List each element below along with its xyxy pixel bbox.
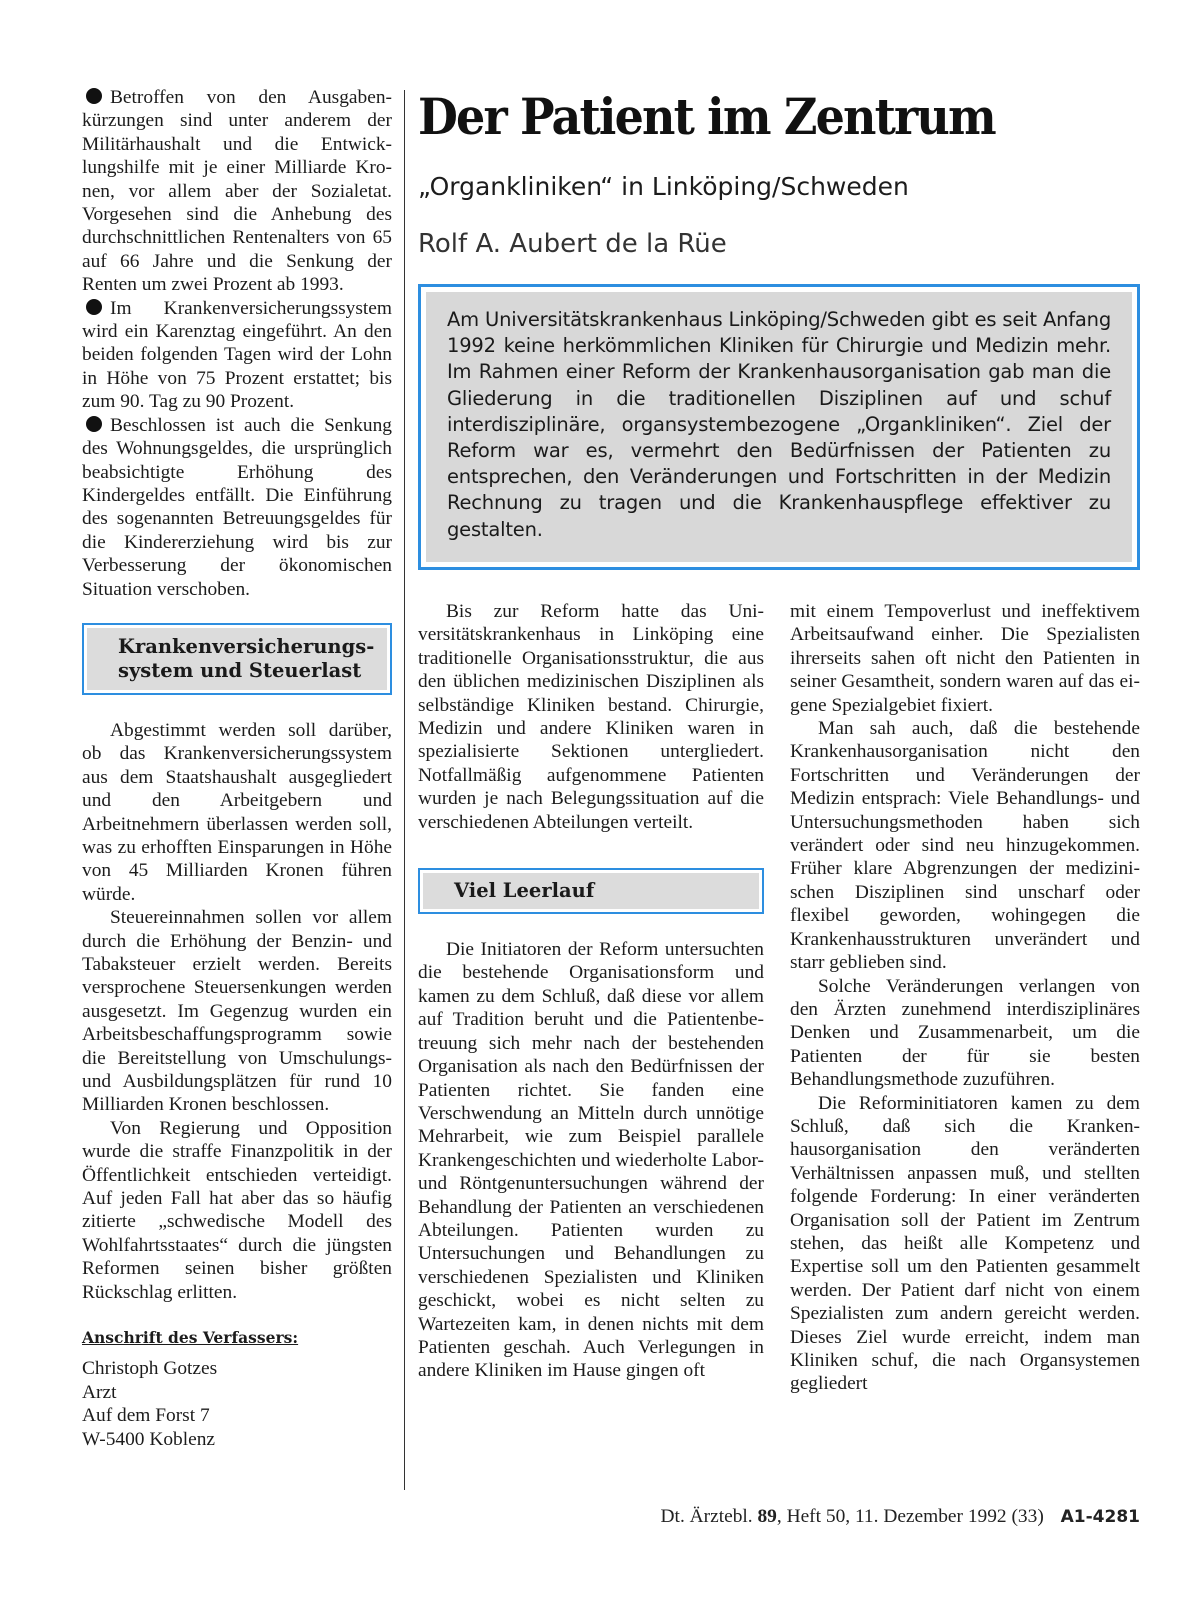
body-paragraph: Solche Veränderungen verlangen von den Ärzten zunehmend interdisziplinäres Denken und Zusammenarbeit, um die Patienten der für sie besten Behandlungsmethode zuzuführen. [790, 975, 1140, 1091]
body-paragraph: Man sah auch, daß die bestehende Krankenhausorganisation nicht den Fortschritten und Veränderungen der Medizin entsprach: Viele Behandlungs- und Untersuchungsmethoden haben sich verändert oder sind neu hinzugekommen. Früher klare Abgrenzungen der medizinischen Disziplinen sind unscharf oder flexibel geworden, wohingegen die Krankenhausstrukturen unverändert und starr geblieben sind. [790, 718, 1140, 974]
bullet-icon [86, 299, 102, 315]
bullet-paragraph-3: Beschlossen ist auch die Senkung des Wohnungsgeldes, die ursprünglich beabsichtigte Erhöhung des Kindergeldes entfällt. Die Einführung des sogenannten Betreuungsgeldes für die Kindererziehung wird bis zur Verbesserung der ökonomischen Situation verschoben. [82, 414, 392, 600]
address-label: Anschrift des Verfassers: [82, 1328, 299, 1348]
address-line: Christoph Gotzes [82, 1358, 218, 1380]
address-line: Auf dem Forst 7 [82, 1405, 210, 1427]
bullet-icon [86, 88, 102, 104]
middle-column [418, 600, 764, 1383]
bullet-icon [86, 416, 102, 432]
abstract-text: Am Universitätskrankenhaus Linköping/Schweden gibt es seit Anfang 1992 keine herkömmlichen Kliniken für Chirurgie und Medizin mehr. Im Rahmen einer Reform der Krankenhausorganisation gab man die Gliederung in die traditionellen Disziplinen auf und schuf interdisziplinäre, organsystembezogene „Organkliniken“. Ziel der Reform war es, vermehrt den Bedürfnissen der Patienten zu entsprechen, den Veränderungen und Fortschritten in der Medizin Rechnung zu tragen und die Krankenhauspflege effektiver zu gestalten. [447, 308, 1111, 541]
subheading-viel-leerlauf: Viel Leerlauf [418, 868, 764, 914]
body-paragraph: mit einem Tempoverlust und ineffektivem Arbeitsaufwand einher. Die Spezialisten ihrerseits sahen oft nicht den Patienten in seiner Gesamtheit, sondern waren auf das eigene Spezialgebiet fixiert. [790, 601, 1140, 716]
article-author: Rolf A. Aubert de la Rüe [418, 229, 727, 259]
body-paragraph: Die Reforminitiatoren kamen zu dem Schluß, daß sich die Krankenhausorganisation den veränderten Verhältnissen anpassen muß, und stellten folgende Forderung: In einer veränderten Organisation soll der Patient im Zentrum stehen, das heißt alle Kompetenz und Expertise soll um den Patienten gesammelt werden. Der Patient darf nicht von einem Spezialisten zum andern gereicht werden. Dieses Ziel wurde erreicht, indem man Kliniken schuf, die nach Organsystemen gegliedert [790, 1092, 1140, 1395]
article-title: Der Patient im Zentrum [418, 87, 995, 146]
body-paragraph: Die Initiatoren der Reform untersuchten die bestehende Organisationsform und kamen zu dem Schluß, daß diese vor allem auf Tradition beruht und die Patientenbetreuung sich mehr nach der bestehenden Organisation als nach den Bedürfnissen der Patienten richtet. Sie fanden eine Verschwendung an Mitteln durch unnötige Mehrarbeit, wie zum Beispiel parallele Krankengeschichten und wiederholte Labor- und Röntgenuntersuchungen während der Behandlung der Patienten an verschiedenen Abteilungen. Patienten wurden zu Untersuchungen und Behandlungen zu verschiedenen Spezialisten und Kliniken geschickt, wobei es nicht selten zu Wartezeiten kam, in denen nichts mit dem Patienten geschah. Auch Verlegungen in andere Kliniken im Hause gingen oft [418, 939, 764, 1382]
journal-name: Dt. Ärztebl. [660, 1506, 753, 1527]
page-footer [661, 1506, 1140, 1528]
body-paragraph: Von Regierung und Opposition wurde die straffe Finanzpolitik in der Öffentlichkeit entschieden verteidigt. Auf jeden Fall hat aber das so häufig zitierte „schwedische Modell des Wohlfahrtsstaates“ durch die jüngsten Reformen seinen bisher größten Rückschlag erlitten. [82, 1117, 392, 1303]
body-paragraph: Bis zur Reform hatte das Universitätskrankenhaus in Linköping eine traditionelle Organisationsstruktur, die aus den üblichen medizinischen Disziplinen als selbständige Kliniken bestand. Chirurgie, Medizin und andere Kliniken waren in spezialisierte Sektionen untergliedert. Notfallmäßig aufgenommene Patienten wurden je nach Belegungssituation auf die verschiedenen Abteilungen verteilt. [418, 601, 764, 833]
body-paragraph: Abgestimmt werden soll darüber, ob das Krankenversicherungssystem aus dem Staatshaushalt ausgegliedert und den Arbeitgebern und Arbeitnehmern überlassen werden soll, was zu erhofften Einsparungen in Höhe von 45 Milliarden Kronen führen würde. [82, 719, 392, 905]
page-number: A1-4281 [1060, 1507, 1140, 1527]
article-subtitle: „Organkliniken“ in Linköping/Schweden [418, 172, 909, 201]
subheading-krankenversicherung: Krankenversicherungssystem und Steuerlast [82, 623, 392, 695]
bullet-paragraph-1: Betroffen von den Ausgabenkürzungen sind unter anderem der Militärhaushalt und die Entwicklungshilfe mit je einer Milliarde Kronen, vor allem aber der Sozialetat. Vorgesehen sind die Anhebung des durchschnittlichen Rentenalters von 65 auf 66 Jahre und die Senkung der Renten um zwei Prozent ab 1993. [82, 87, 392, 296]
bullet-paragraph-2: Im Krankenversicherungssystem wird ein Karenztag eingeführt. An den beiden folgenden Tagen wird der Lohn in Höhe von 75 Prozent erstattet; bis zum 90. Tag zu 90 Prozent. [82, 297, 392, 413]
right-column [790, 600, 1140, 1396]
left-column [82, 86, 392, 1451]
address-line: W-5400 Koblenz [82, 1428, 216, 1450]
abstract-box [418, 284, 1140, 570]
journal-volume: 89 [757, 1506, 777, 1527]
issue-date: , Heft 50, 11. Dezember 1992 (33) [776, 1506, 1044, 1527]
address-line: Arzt [82, 1381, 117, 1403]
column-divider [404, 90, 405, 1490]
body-paragraph: Steuereinnahmen sollen vor allem durch die Erhöhung der Benzin- und Tabaksteuer erzielt werden. Bereits versprochene Steuersenkungen werden ausgesetzt. Im Gegenzug wurden ein Arbeitsbeschaffungsprogramm sowie die Bereitstellung von Umschulungs- und Ausbildungsplätzen für rund 10 Milliarden Kronen beschlossen. [82, 907, 392, 1116]
